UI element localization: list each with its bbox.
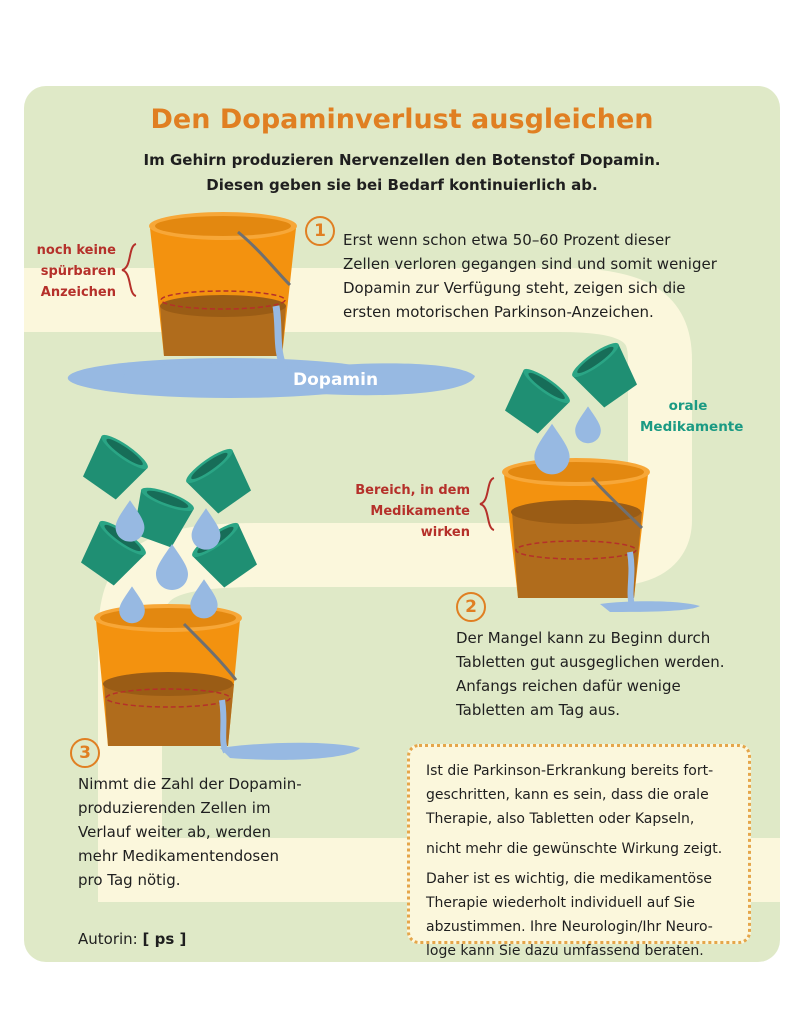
subtitle-line-2: Diesen geben sie bei Bedarf kontinuierlich ab. [206,176,598,194]
label-line: orale [668,398,708,414]
label-line: Anzeichen [40,285,116,300]
label-line: wirken [420,525,470,540]
text-line: Der Mangel kann zu Beginn durch [456,629,711,647]
subtitle-line-1: Im Gehirn produzieren Nervenzellen den Botenstof Dopamin. [143,151,661,169]
text-line: Tabletten am Tag aus. [456,701,621,719]
label-line: noch keine [36,243,116,258]
step-3-text [78,772,302,892]
text-line: Verlauf weiter ab, werden [78,823,272,841]
info-paragraph-1 [426,759,732,831]
text-line: nicht mehr die gewünschte Wirkung zeigt. [426,841,723,857]
info-paragraph-2 [426,837,732,861]
info-paragraph-3 [426,867,732,963]
author-credit [78,930,186,948]
label-line: spürbaren [40,264,116,279]
text-line: Zellen verloren gegangen sind und somit weniger [343,255,717,273]
page-title: Den Dopaminverlust ausgleichen [150,104,654,135]
text-line: Therapie wiederholt individuell auf Sie [426,895,695,911]
text-line: Erst wenn schon etwa 50–60 Prozent dieser [343,231,671,249]
author-name: [ ps ] [142,930,187,948]
info-box [407,744,751,959]
text-line: mehr Medikamentendosen [78,847,279,865]
dopamin-label: Dopamin [293,370,379,390]
step-2-text [456,626,725,722]
step-number-3: 3 [70,738,100,768]
step-number-1: 1 [305,216,335,246]
label-oral-medication [640,396,744,438]
label-no-symptoms [34,240,116,303]
step-1-text [343,228,717,324]
step-number-2: 2 [456,592,486,622]
label-line: Medikamente [640,419,744,435]
text-line: abzustimmen. Ihre Neurologin/Ihr Neuro- [426,919,713,935]
text-line: produzierenden Zellen im [78,799,271,817]
label-line: Medikamente [370,504,470,519]
text-line: Ist die Parkinson-Erkrankung bereits fort- [426,763,714,779]
text-line: pro Tag nötig. [78,871,181,889]
text-line: loge kann Sie dazu umfassend beraten. [426,943,704,959]
text-line: Daher ist es wichtig, die medikamentöse [426,871,713,887]
text-line: Dopamin zur Verfügung steht, zeigen sich die [343,279,686,297]
text-line: Therapie, also Tabletten oder Kapseln, [426,811,695,827]
text-line: Anfangs reichen dafür wenige [456,677,681,695]
author-label: Autorin: [78,930,138,948]
text-line: ersten motorischen Parkinson-Anzeichen. [343,303,654,321]
text-line: Nimmt die Zahl der Dopamin- [78,775,302,793]
text-line: Tabletten gut ausgeglichen werden. [456,653,725,671]
text-line: geschritten, kann es sein, dass die orale [426,787,709,803]
label-medication-range [350,480,470,543]
label-line: Bereich, in dem [355,483,470,498]
subtitle [0,148,804,198]
